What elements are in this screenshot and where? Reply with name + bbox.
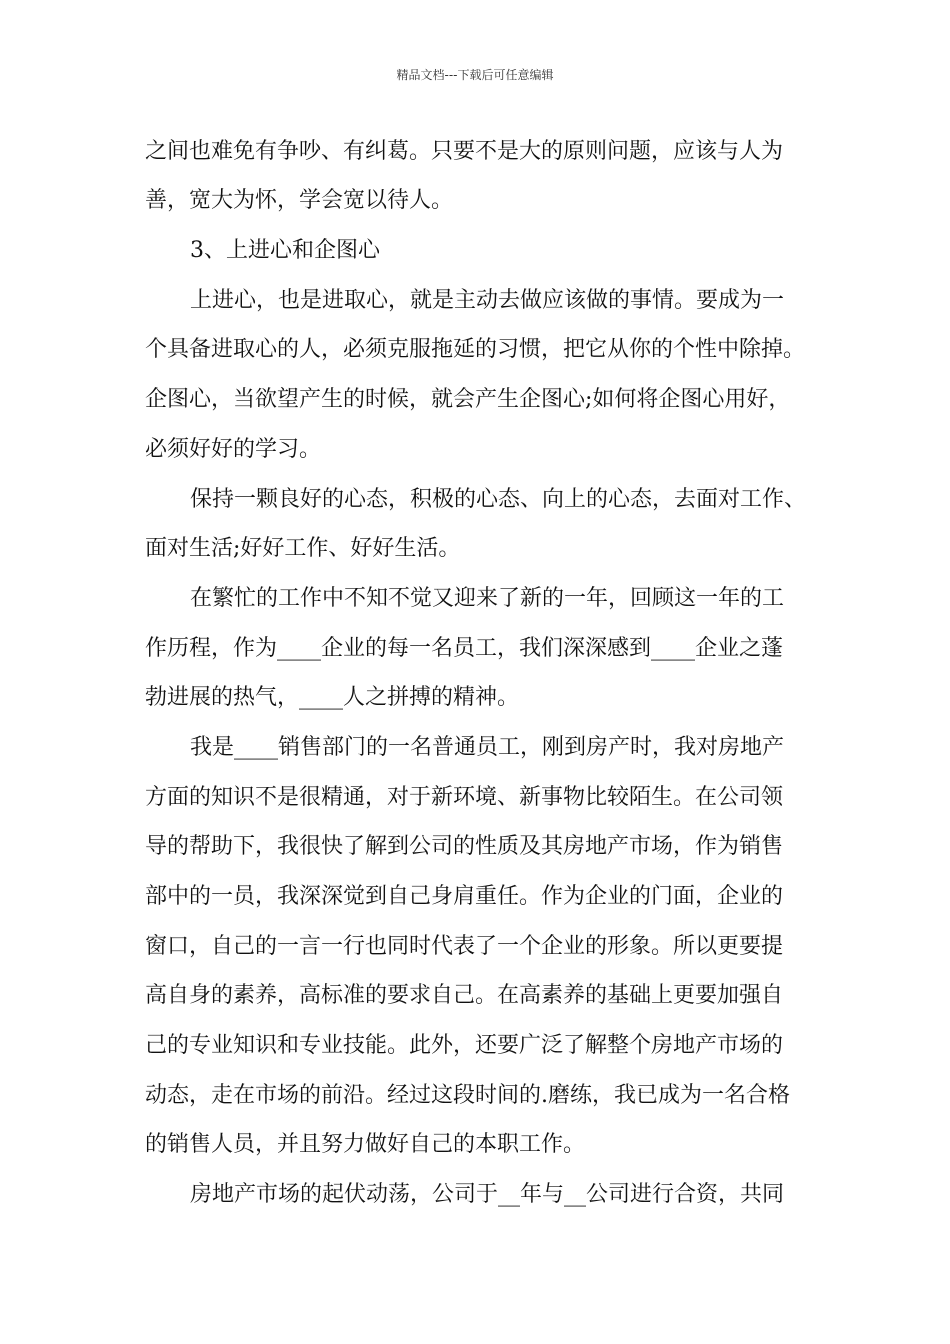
text-line: 上进心，也是进取心，就是主动去做应该做的事情。要成为一: [190, 288, 785, 313]
text-line: 保持一颗良好的心态，积极的心态、向上的心态，去面对工作、: [190, 487, 807, 512]
text-line: 企图心，当欲望产生的时候，就会产生企图心;如何将企图心用好，: [145, 387, 791, 412]
text-line: 之间也难免有争吵、有纠葛。只要不是大的原则问题，应该与人为: [145, 139, 784, 164]
text-line: 窗口，自己的一言一行也同时代表了一个企业的形象。所以更要提: [145, 934, 784, 959]
text-line: 动态，走在市场的前沿。经过这段时间的.磨练，我已成为一名合格: [145, 1083, 790, 1108]
text-line: 方面的知识不是很精通，对于新环境、新事物比较陌生。在公司领: [145, 785, 784, 810]
text-line: 面对生活;好好工作、好好生活。: [145, 536, 461, 561]
text-line: 个具备进取心的人，必须克服拖延的习惯，把它从你的个性中除掉。: [145, 337, 806, 362]
page-header: 精品文档---下载后可任意编辑: [396, 68, 554, 82]
text-line: 房地产市场的起伏动荡，公司于__年与__公司进行合资，共同: [190, 1182, 785, 1207]
text-line: 我是____销售部门的一名普通员工，刚到房产时，我对房地产: [190, 735, 785, 760]
text-line: 导的帮助下，我很快了解到公司的性质及其房地产市场，作为销售: [145, 834, 784, 859]
text-line: 必须好好的学习。: [145, 437, 322, 462]
text-line: 部中的一员，我深深觉到自己身肩重任。作为企业的门面，企业的: [145, 884, 784, 909]
text-line: 己的专业知识和专业技能。此外，还要广泛了解整个房地产市场的: [145, 1033, 784, 1058]
text-line: 的销售人员，并且努力做好自己的本职工作。: [145, 1132, 586, 1157]
text-line: 勃进展的热气，____人之拼搏的精神。: [145, 685, 520, 710]
text-line: 作历程，作为____企业的每一名员工，我们深深感到____企业之蓬: [145, 636, 784, 661]
text-line: 善，宽大为怀，学会宽以待人。: [145, 188, 454, 213]
text-line: 在繁忙的工作中不知不觉又迎来了新的一年，回顾这一年的工: [190, 586, 785, 611]
text-line: 高自身的素养，高标准的要求自己。在高素养的基础上更要加强自: [145, 983, 784, 1008]
section-heading: 3、上进心和企图心: [190, 238, 380, 263]
